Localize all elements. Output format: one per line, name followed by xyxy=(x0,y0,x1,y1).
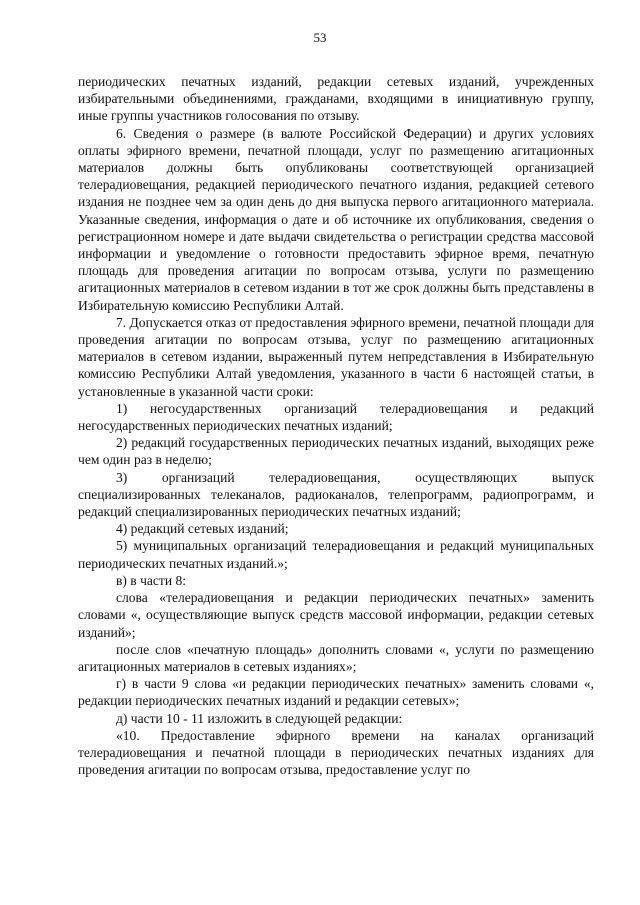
paragraph: после слов «печатную площадь» дополнить словами «, услуги по размещению агитационных материалов в сетевых изданиях»; xyxy=(78,641,594,674)
paragraph: д) части 10 - 11 изложить в следующей редакции: xyxy=(116,710,403,726)
list-item: 4) редакций сетевых изданий; xyxy=(116,521,289,537)
paragraph: 7. Допускается отказ от предоставления эфирного времени, печатной площади для проведения агитации по вопросам отзыва, услуг по размещению агитационных материалов в сетевом издании, выраженный путем непредставления в Избирательную комиссию Республики Алтай уведомления, указанного в части 6 настоящей статьи, в установленные в указанной части сроки: xyxy=(78,314,594,399)
list-item: 3) организаций телерадиовещания, осуществляющих выпуск специализированных телеканалов, радиоканалов, телепрограмм, радиопрограмм, и редакций специализированных периодических печатных изданий; xyxy=(78,469,594,520)
list-item: 2) редакций государственных периодических печатных изданий, выходящих реже чем один раз в неделю; xyxy=(78,435,594,468)
paragraph: в) в части 8: xyxy=(116,572,187,588)
paragraph: слова «телерадиовещания и редакции периодических печатных» заменить словами «, осуществляющие выпуск средств массовой информации, редакции сетевых изданий»; xyxy=(78,590,594,640)
page-number: 53 xyxy=(313,30,327,45)
paragraph: периодических печатных изданий, редакции сетевых изданий, учрежденных избирательными объединениями, гражданами, входящими в инициативную группу, иные группы участников голосования по отзыву. xyxy=(78,74,594,124)
paragraph: 6. Сведения о размере (в валюте Российской Федерации) и других условиях оплаты эфирного времени, печатной площади, услуг по размещению агитационных материалов должны быть опубликованы соответствующей организацией телерадиовещания, редакцией периодического печатного издания, редакцией сетевого издания не позднее чем за один день до дня выпуска первого агитационного материала. Указанные сведения, информация о дате и об источнике их опубликования, сведения о регистрационном номере и дате выдачи свидетельства о регистрации средства массовой информации и уведомление о готовности предоставить эфирное время, печатную площадь для проведения агитации по вопросам отзыва, услуги по размещению агитационных материалов в сетевом издании в тот же срок должны быть представлены в Избирательную комиссию Республики Алтай. xyxy=(78,125,594,313)
paragraph: «10. Предоставление эфирного времени на каналах организаций телерадиовещания и печатной площади в периодических печатных изданиях для проведения агитации по вопросам отзыва, предоставление услуг по xyxy=(78,727,594,778)
document-body xyxy=(78,73,594,778)
list-item: 5) муниципальных организаций телерадиовещания и редакций муниципальных периодических печатных изданий.»; xyxy=(78,538,594,571)
list-item: 1) негосударственных организаций телерадиовещания и редакций негосударственных периодических печатных изданий; xyxy=(78,400,594,434)
paragraph: г) в части 9 слова «и редакции периодических печатных» заменить словами «, редакции периодических печатных изданий и редакции сетевых»; xyxy=(78,676,594,709)
